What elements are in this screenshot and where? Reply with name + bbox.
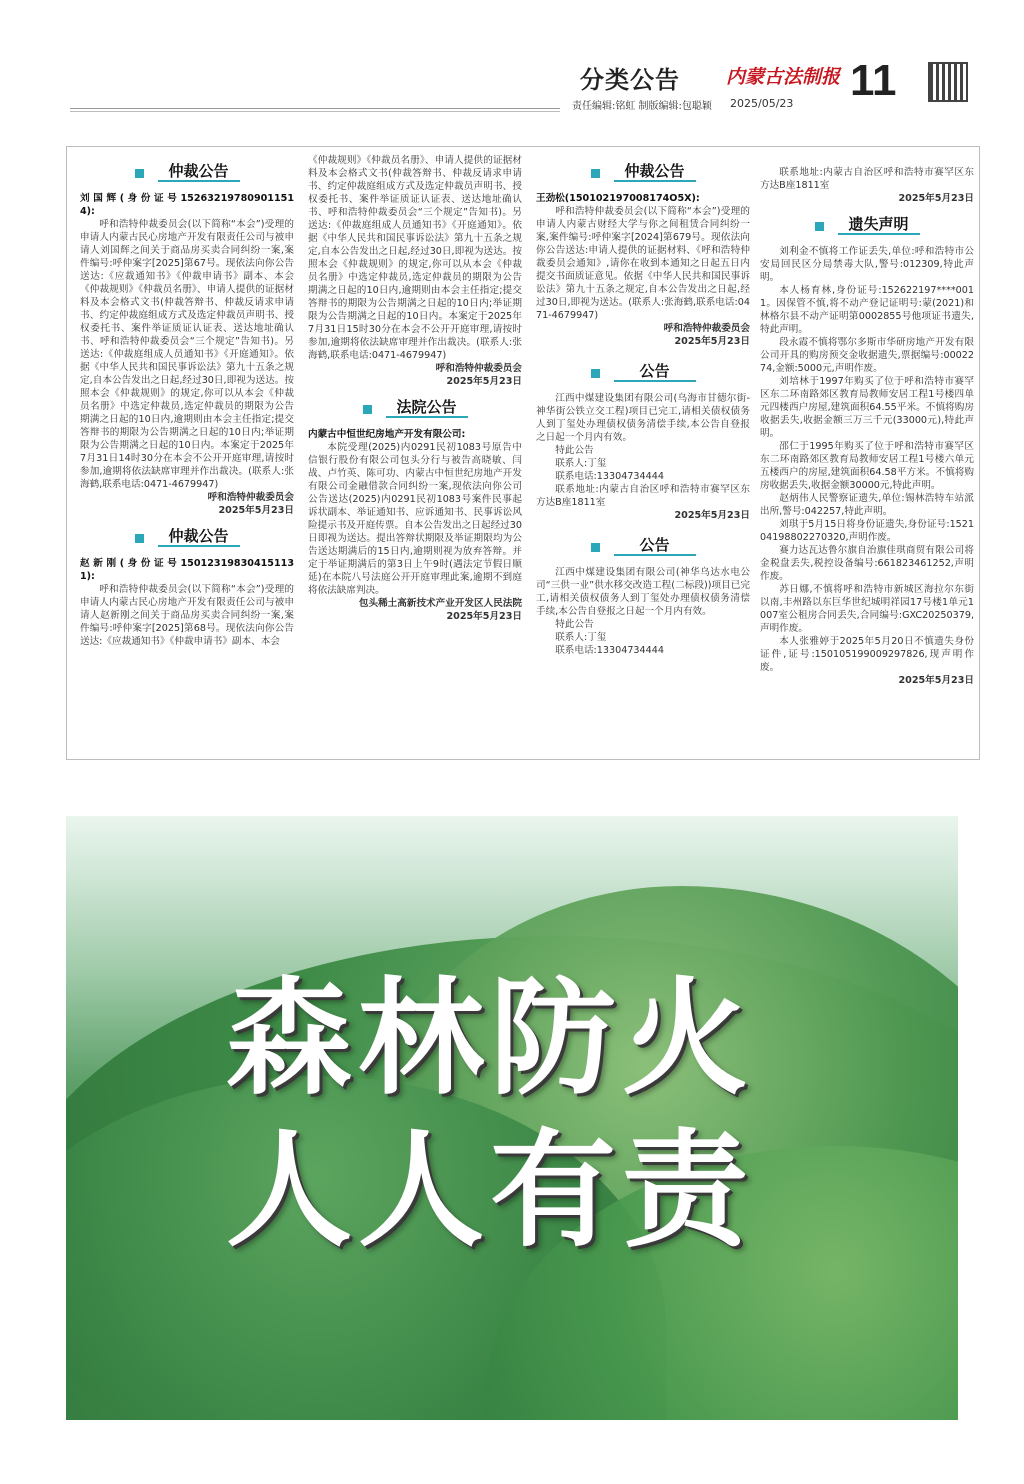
qr-code-icon — [928, 62, 968, 102]
masthead — [70, 56, 970, 112]
notice-text: 联系人:丁玺 — [555, 632, 607, 643]
notice-date: 2025年5月23日 — [674, 336, 750, 347]
masthead-rule-2 — [70, 111, 560, 112]
lost-notice: 邵仁于1995年购买了位于呼和浩特市赛罕区东二环南路郊区教育局教师安居工程1号楼六单元五楼西户的房屋,建筑面积64.58平方米。不慎将购房收据丢失,收据金额30000元,特此声明。 — [760, 441, 974, 491]
notice-text: 联系地址:内蒙古自治区呼和浩特市赛罕区东方达B座1811室 — [536, 484, 750, 508]
notice-signature: 呼和浩特仲裁委员会 — [207, 492, 294, 503]
lost-notice: 刘培林于1997年购买了位于呼和浩特市赛罕区东二环南路郊区教育局教师安居工程1号楼四单元四楼西户房屋,建筑面积64.55平米。不慎将购房收据丢失,收据金额三万三千元(33000元),特此声明。 — [760, 376, 974, 439]
column-3 — [536, 152, 750, 657]
notice-date: 2025年5月23日 — [446, 376, 522, 387]
notice-recipient: 王劲松(150102197008174O5X): — [536, 193, 700, 204]
square-bullet-icon — [591, 169, 600, 178]
notice-text: 特此公告 — [555, 445, 594, 456]
section-heading: 公告 — [639, 361, 670, 380]
lost-notice: 本人张雅婷于2025年5月20日不慎遗失身份证件,证号:150105199009297826,现声明作废。 — [760, 636, 974, 673]
poster-slogan-line-1: 森林防火 — [226, 965, 754, 1112]
square-bullet-icon — [591, 543, 600, 552]
notice-signature: 包头稀土高新技术产业开发区人民法院 — [358, 598, 522, 609]
section-header-notice — [536, 362, 750, 384]
notice-body: 呼和浩特仲裁委员会(以下简称“本会”)受理的申请人内蒙古财经大学与你之间租赁合同纠纷一案,案件编号:呼仲案字[2024]第679号。现依法向你公告送达:申请人提供的证据材料、《呼和浩特仲裁委员会通知》,请你在收到本通知之日起五日内提交书面质证意见。依据《中华人民共和国民事诉讼法》第九十五条之规定,自本公告发出之日起,经过30日,即视为送达。(联系人:张海鹤,联系电话:0471-4679947) — [536, 206, 750, 321]
notice-body: 《仲裁规则》《仲裁员名册》、申请人提供的证据材料及本会格式文书(仲裁答辩书、仲裁反请求申请书、约定仲裁庭组成方式及选定仲裁员声明书、授权委托书、案件举证质证认证表、送达地址确认书、呼和浩特仲裁委员会“三个规定”告知书)。另送达:《仲裁庭组成人员通知书》《开庭通知》。依据《中华人民共和国民事诉讼法》第九十五条之规定,自本公告发出之日起,经过30日,即视为送达。按照本会《仲裁规则》的规定,你可以从本会《仲裁员名册》中选定仲裁员,选定仲裁员的期限为公告期满之日起的10日内,逾期则由本会主任指定;提交答辩书的期限为公告期满之日起的10日内;举证期限为公告期满之日起的10日内。本案定于2025年7月31日15时30分在本会不公开开庭审理,请按时参加,逾期将依法缺席审理并作出裁决。(联系人:张海鹤,联系电话:0471-4679947) — [308, 155, 522, 361]
section-header-court — [308, 398, 522, 420]
section-header-notice-2 — [536, 536, 750, 558]
lost-notice: 赵炳伟人民警察证遗失,单位:锡林浩特车站派出所,警号:042257,特此声明。 — [760, 493, 974, 517]
section-heading: 仲裁公告 — [168, 526, 229, 545]
newspaper-logo: 内蒙古法制报 — [726, 66, 841, 88]
square-bullet-icon — [135, 169, 144, 178]
section-heading: 公告 — [639, 535, 670, 554]
notice-signature: 呼和浩特仲裁委员会 — [663, 323, 750, 334]
notice-date: 2025年5月23日 — [218, 505, 294, 516]
notice-body: 呼和浩特仲裁委员会(以下简称“本会”)受理的申请人内蒙古民心房地产开发有限责任公司与被申请人刘国辉之间关于商品房买卖合同纠纷一案,案件编号:呼仲案字[2025]第67号。现依法向你公告送达:《应裁通知书》《仲裁申请书》副本、本会《仲裁规则》《仲裁员名册》、申请人提供的证据材料及本会格式文书(仲裁答辩书、仲裁反请求申请书、约定仲裁庭组成方式及选定仲裁员声明书、授权委托书、案件举证质证认证表、送达地址确认书、呼和浩特仲裁委员会“三个规定”告知书)。另送达:《仲裁庭组成人员通知书》《开庭通知》。依据《中华人民共和国民事诉讼法》第九十五条之规定,自本公告发出之日起,经过30日,即视为送达。按照本会《仲裁规则》的规定,你可以从本会《仲裁员名册》中选定仲裁员,选定仲裁员的期限为公告期满之日起的10日内,逾期则由本会主任指定;提交答辩书的期限为公告期满之日起的10日内;举证期限为公告期满之日起的10日内。本案定于2025年7月31日14时30分在本会不公开开庭审理,请按时参加,逾期将依法缺席审理并作出裁决。(联系人:张海鹤,联系电话:0471-4679947) — [80, 219, 294, 490]
poster-slogan-line-2: 人人有责 — [226, 1117, 754, 1264]
notice-date: 2025年5月23日 — [446, 611, 522, 622]
notice-text: 联系电话:13304734444 — [555, 471, 664, 482]
lost-notice: 刘利金不慎将工作证丢失,单位:呼和浩特市公安局回民区分局禁毒大队,警号:012309,特此声明。 — [760, 246, 974, 283]
page-number: 11 — [850, 56, 897, 105]
notice-recipient: 刘 国 辉 ( 身 份 证 号 152632197809011514): — [80, 193, 294, 217]
notice-text: 特此公告 — [555, 619, 594, 630]
square-bullet-icon — [591, 369, 600, 378]
section-header-arbitration-3 — [536, 162, 750, 184]
notice-text: 联系地址:内蒙古自治区呼和浩特市赛罕区东方达B座1811室 — [760, 167, 974, 191]
lost-notice: 赛力达瓦达鲁尔旗自治旗佳琪商贸有限公司将金税盘丢失,税控设备编号:661823461252,声明作废。 — [760, 545, 974, 582]
forest-fire-poster — [66, 816, 958, 1420]
notice-text: 联系电话:13304734444 — [555, 645, 664, 656]
section-title: 分类公告 — [580, 65, 680, 94]
column-2 — [308, 154, 522, 623]
section-header-arbitration-2 — [80, 527, 294, 549]
column-4 — [760, 166, 974, 687]
section-heading: 仲裁公告 — [168, 161, 229, 180]
notice-signature: 呼和浩特仲裁委员会 — [435, 363, 522, 374]
notice-body: 本院受理(2025)内0291民初1083号原告中信银行股份有限公司包头分行与被告高晓敏、闫战、卢竹英、陈可功、内蒙古中恒世纪房地产开发有限公司金融借款合同纠纷一案,现依法向你公司公告送达(2025)内0291民初1083号案件民事起诉状副本、举证通知书、应诉通知书、民事诉讼风险提示书及开庭传票。自本公告发出之日起经过30日即视为送达。提出答辩状期限及举证期限均为公告送达期满后的15日内,逾期则视为放弃答辩。并定于举证期满后的第3日上午9时(遇法定节假日顺延)在本院八号法庭公开开庭审理此案,逾期不到庭将依法缺席判决。 — [308, 442, 522, 596]
section-heading: 遗失声明 — [848, 214, 909, 233]
notice-date: 2025年5月23日 — [898, 675, 974, 686]
section-heading: 法院公告 — [396, 397, 457, 416]
square-bullet-icon — [363, 405, 372, 414]
notice-recipient: 内蒙古中恒世纪房地产开发有限公司: — [308, 429, 466, 440]
square-bullet-icon — [135, 534, 144, 543]
notice-text: 联系人:丁玺 — [555, 458, 607, 469]
masthead-rule — [70, 108, 560, 109]
notice-body: 江西中煤建设集团有限公司(神华乌达水电公司“三供一业”供水移交改造工程(二标段))项目已完工,请相关债权债务人到丁玺处办理债权债务清偿手续,本公告自登报之日起一个月内有效。 — [536, 567, 750, 617]
lost-notice: 本人杨育林,身份证号:152622197****0011。因保管不慎,将不动产登记证明号:蒙(2021)和林格尔县不动产证明第0002855号他项证书遗失,特此声明。 — [760, 285, 974, 335]
notice-body: 呼和浩特仲裁委员会(以下简称“本会”)受理的申请人内蒙古民心房地产开发有限责任公司与被申请人赵新刚之间关于商品房买卖合同纠纷一案,案件编号:呼仲案字[2025]第68号。现依法向你公告送达:《应裁通知书》《仲裁申请书》副本、本会 — [80, 584, 294, 647]
notice-recipient: 赵 新 刚 ( 身 份 证 号 150123198304151131): — [80, 558, 294, 582]
column-1 — [80, 152, 294, 648]
section-header-arbitration — [80, 162, 294, 184]
lost-notice: 苏日娜,不慎将呼和浩特市新城区海拉尔东街以南,丰州路以东巨华世纪城明祥园17号楼1单元1007室公租房合同丢失,合同编号:GXC20250379,声明作废。 — [760, 584, 974, 634]
notice-date: 2025年5月23日 — [898, 193, 974, 204]
notice-date: 2025年5月23日 — [674, 510, 750, 521]
lost-notice: 段永霞不慎将鄂尔多斯市华研房地产开发有限公司开具的购房预交金收据遗失,票据编号:0002274,金额:5000元,声明作废。 — [760, 337, 974, 374]
lost-notice: 刘琪于5月15日将身份证遗失,身份证号:152104198802270320,声明作废。 — [760, 519, 974, 543]
editor-credits: 责任编辑:铭虹 制版编辑:包聪颖 — [572, 101, 712, 112]
issue-date: 2025/05/23 — [730, 97, 794, 110]
square-bullet-icon — [815, 222, 824, 231]
section-heading: 仲裁公告 — [624, 161, 685, 180]
notice-body: 江西中煤建设集团有限公司(乌海市甘德尔街-神华街公铁立交工程)项目已完工,请相关债权债务人到丁玺处办理债权债务清偿手续,本公告自登报之日起一个月内有效。 — [536, 393, 750, 443]
section-header-lost — [760, 215, 974, 237]
